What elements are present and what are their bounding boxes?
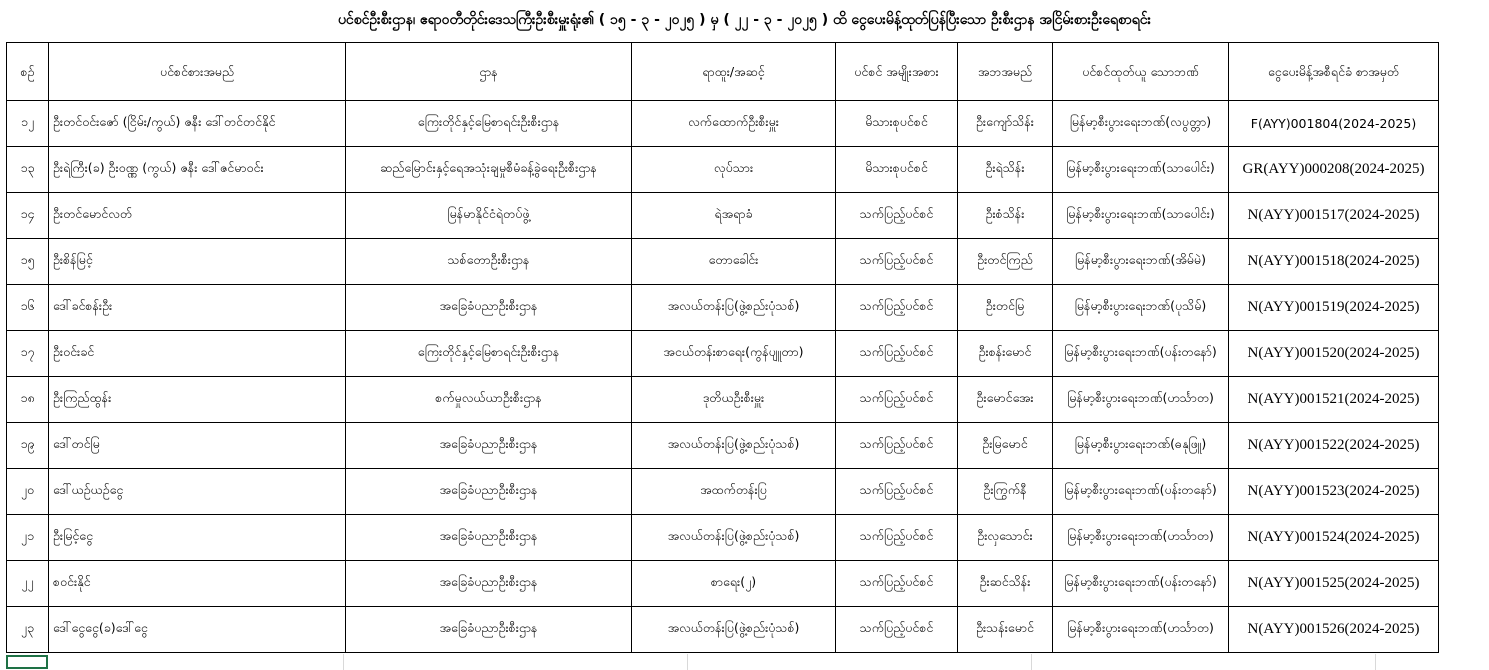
- row-name[interactable]: ဦးကြည်ထွန်း: [49, 377, 346, 423]
- row-rank[interactable]: ဒုတိယဦးစီးမှူး: [632, 377, 836, 423]
- row-dept[interactable]: ဆည်မြောင်းနှင့်ရေအသုံးချမှုစီမံခန့်ခွဲရေးဦးစီးဌာန: [346, 147, 632, 193]
- pension-table: [6, 42, 1439, 653]
- row-no[interactable]: ၁၆: [7, 285, 49, 331]
- row-treasury[interactable]: မြန်မာ့စီးပွားရေးဘဏ်(ပုသိမ်): [1053, 285, 1229, 331]
- table-row: [7, 285, 1439, 331]
- row-dept[interactable]: အခြေခံပညာဦးစီးဌာန: [346, 515, 632, 561]
- row-rank[interactable]: အလယ်တန်းပြ(ဖွဲ့စည်းပုံသစ်): [632, 423, 836, 469]
- selected-cell[interactable]: [6, 655, 48, 669]
- row-name[interactable]: ဦးဝင်းခင်: [49, 331, 346, 377]
- row-rank[interactable]: လက်ထောက်ဦးစီးမှူး: [632, 101, 836, 147]
- empty-grid-row: [0, 654, 1489, 670]
- row-dept[interactable]: စက်မှုလယ်ယာဦးစီးဌာန: [346, 377, 632, 423]
- table-row: [7, 101, 1439, 147]
- row-father[interactable]: ဦးသန်းမောင်: [958, 607, 1053, 653]
- row-dept[interactable]: ကြေးတိုင်နှင့်မြေစာရင်းဦးစီးဌာန: [346, 331, 632, 377]
- row-ref[interactable]: N(AYY)001521(2024-2025): [1229, 377, 1439, 423]
- row-father[interactable]: ဦးတင်မြ: [958, 285, 1053, 331]
- row-ref[interactable]: N(AYY)001517(2024-2025): [1229, 193, 1439, 239]
- header-no: စဉ်: [7, 43, 49, 101]
- row-father[interactable]: ဦးကြွက်နီ: [958, 469, 1053, 515]
- row-dept[interactable]: အခြေခံပညာဦးစီးဌာန: [346, 285, 632, 331]
- row-type[interactable]: မိသားစုပင်စင်: [836, 101, 958, 147]
- row-type[interactable]: သက်ပြည့်ပင်စင်: [836, 423, 958, 469]
- row-rank[interactable]: တောခေါင်း: [632, 239, 836, 285]
- row-name[interactable]: ဦးစိန်မြင့်: [49, 239, 346, 285]
- row-father[interactable]: ဦးဆင်သိန်း: [958, 561, 1053, 607]
- row-ref[interactable]: N(AYY)001519(2024-2025): [1229, 285, 1439, 331]
- row-rank[interactable]: အငယ်တန်းစာရေး(ကွန်ပျူတာ): [632, 331, 836, 377]
- row-ref[interactable]: N(AYY)001520(2024-2025): [1229, 331, 1439, 377]
- row-father[interactable]: ဦးစန်းမောင်: [958, 331, 1053, 377]
- row-type[interactable]: သက်ပြည့်ပင်စင်: [836, 331, 958, 377]
- row-ref[interactable]: N(AYY)001523(2024-2025): [1229, 469, 1439, 515]
- row-type[interactable]: သက်ပြည့်ပင်စင်: [836, 607, 958, 653]
- row-treasury[interactable]: မြန်မာ့စီးပွားရေးဘဏ်(ပန်းတနော်): [1053, 331, 1229, 377]
- table-row: [7, 515, 1439, 561]
- row-rank[interactable]: အလယ်တန်းပြ(ဖွဲ့စည်းပုံသစ်): [632, 285, 836, 331]
- row-treasury[interactable]: မြန်မာ့စီးပွားရေးဘဏ်(အိမ်မဲ): [1053, 239, 1229, 285]
- row-rank[interactable]: အလယ်တန်းပြ(ဖွဲ့စည်းပုံသစ်): [632, 515, 836, 561]
- row-father[interactable]: ဦးမောင်အေး: [958, 377, 1053, 423]
- table-row: [7, 561, 1439, 607]
- row-name[interactable]: ဒေါ်တင်မြ: [49, 423, 346, 469]
- row-name[interactable]: ဒေါ်ငွေငွေ(ခ)ဒေါ်ငွေ: [49, 607, 346, 653]
- row-rank[interactable]: လုပ်သား: [632, 147, 836, 193]
- row-treasury[interactable]: မြန်မာ့စီးပွားရေးဘဏ်(လပွတ္တာ): [1053, 101, 1229, 147]
- row-father[interactable]: ဦးလှသောင်း: [958, 515, 1053, 561]
- row-ref[interactable]: F(AYY)001804(2024-2025): [1229, 101, 1439, 147]
- row-dept[interactable]: ကြေးတိုင်နှင့်မြေစာရင်းဦးစီးဌာန: [346, 101, 632, 147]
- row-type[interactable]: သက်ပြည့်ပင်စင်: [836, 515, 958, 561]
- row-rank[interactable]: ရဲအရာခံ: [632, 193, 836, 239]
- row-father[interactable]: ဦးကျော်သိန်း: [958, 101, 1053, 147]
- row-no[interactable]: ၁၇: [7, 331, 49, 377]
- row-type[interactable]: သက်ပြည့်ပင်စင်: [836, 239, 958, 285]
- row-no[interactable]: ၁၄: [7, 193, 49, 239]
- row-rank[interactable]: အလယ်တန်းပြ(ဖွဲ့စည်းပုံသစ်): [632, 607, 836, 653]
- row-father[interactable]: ဦးရဲသိန်း: [958, 147, 1053, 193]
- row-no[interactable]: ၂၀: [7, 469, 49, 515]
- row-dept[interactable]: သစ်တောဦးစီးဌာန: [346, 239, 632, 285]
- row-no[interactable]: ၁၉: [7, 423, 49, 469]
- row-no[interactable]: ၂၁: [7, 515, 49, 561]
- row-rank[interactable]: အထက်တန်းပြ: [632, 469, 836, 515]
- header-treasury: ပင်စင်ထုတ်ယူ သောဘဏ်: [1053, 43, 1229, 101]
- row-treasury[interactable]: မြန်မာ့စီးပွားရေးဘဏ်(ဟင်္သာတ): [1053, 377, 1229, 423]
- row-no[interactable]: ၂၂: [7, 561, 49, 607]
- row-type[interactable]: သက်ပြည့်ပင်စင်: [836, 377, 958, 423]
- row-ref[interactable]: GR(AYY)000208(2024-2025): [1229, 147, 1439, 193]
- header-ref: ငွေပေးမိန့်အစီရင်ခံ စာအမှတ်: [1229, 43, 1439, 101]
- row-no[interactable]: ၁၅: [7, 239, 49, 285]
- row-treasury[interactable]: မြန်မာ့စီးပွားရေးဘဏ်(ပန်းတနော်): [1053, 561, 1229, 607]
- header-row: [7, 43, 1439, 101]
- row-type[interactable]: သက်ပြည့်ပင်စင်: [836, 469, 958, 515]
- row-name[interactable]: ဦးမြင့်ငွေ: [49, 515, 346, 561]
- row-treasury[interactable]: မြန်မာ့စီးပွားရေးဘဏ်(ပန်းတနော်): [1053, 469, 1229, 515]
- header-dept: ဌာန: [346, 43, 632, 101]
- table-row: [7, 331, 1439, 377]
- row-name[interactable]: ဦးတင်မောင်လတ်: [49, 193, 346, 239]
- row-type[interactable]: သက်ပြည့်ပင်စင်: [836, 561, 958, 607]
- table-row: [7, 423, 1439, 469]
- row-treasury[interactable]: မြန်မာ့စီးပွားရေးဘဏ်(သာပေါင်း): [1053, 147, 1229, 193]
- row-dept[interactable]: မြန်မာနိုင်ငံရဲတပ်ဖွဲ့: [346, 193, 632, 239]
- row-no[interactable]: ၁၃: [7, 147, 49, 193]
- row-treasury[interactable]: မြန်မာ့စီးပွားရေးဘဏ်(ဟင်္သာတ): [1053, 515, 1229, 561]
- table-row: [7, 377, 1439, 423]
- row-name[interactable]: ဦးရဲကြီး(ခ) ဦးဝဏ္ဏ (ကွယ်) ဇနီး ဒေါ်ဇင်မာဝင်း: [49, 147, 346, 193]
- row-dept[interactable]: အခြေခံပညာဦးစီးဌာန: [346, 607, 632, 653]
- row-no[interactable]: ၂၃: [7, 607, 49, 653]
- row-name[interactable]: ဒေါ်ခင်စန်းဦး: [49, 285, 346, 331]
- row-ref[interactable]: N(AYY)001522(2024-2025): [1229, 423, 1439, 469]
- header-type: ပင်စင် အမျိုးအစား: [836, 43, 958, 101]
- header-father: အဘအမည်: [958, 43, 1053, 101]
- table-row: [7, 239, 1439, 285]
- header-name: ပင်စင်စားအမည်: [49, 43, 346, 101]
- row-father[interactable]: ဦးမြမောင်: [958, 423, 1053, 469]
- row-name[interactable]: ဒေါ်ယဉ်ယဉ်ငွေ: [49, 469, 346, 515]
- table-row: [7, 193, 1439, 239]
- table-row: [7, 147, 1439, 193]
- row-dept[interactable]: အခြေခံပညာဦးစီးဌာန: [346, 423, 632, 469]
- row-dept[interactable]: အခြေခံပညာဦးစီးဌာန: [346, 561, 632, 607]
- row-type[interactable]: မိသားစုပင်စင်: [836, 147, 958, 193]
- row-type[interactable]: သက်ပြည့်ပင်စင်: [836, 285, 958, 331]
- table-row: [7, 607, 1439, 653]
- row-rank[interactable]: စာရေး(၂): [632, 561, 836, 607]
- row-no[interactable]: ၁၂: [7, 101, 49, 147]
- row-father[interactable]: ဦးစံသိန်း: [958, 193, 1053, 239]
- row-ref[interactable]: N(AYY)001524(2024-2025): [1229, 515, 1439, 561]
- row-ref[interactable]: N(AYY)001526(2024-2025): [1229, 607, 1439, 653]
- document-title: ပင်စင်ဦးစီးဌာန၊ ဧရာဝတီတိုင်းဒေသကြီးဦးစီးမှူးရုံး၏ ( ၁၅ - ၃ - ၂၀၂၅ ) မှ ( ၂၂ - ၃ - ၂၀၂၅ ) ထိ ငွေပေးမိန့်ထုတ်ပြန်ပြီးသော ဦးစီးဌာန အငြိမ်းစားဦးရေစာရင်း: [337, 11, 1152, 28]
- row-treasury[interactable]: မြန်မာ့စီးပွားရေးဘဏ်(ဟင်္သာတ): [1053, 607, 1229, 653]
- row-ref[interactable]: N(AYY)001525(2024-2025): [1229, 561, 1439, 607]
- row-type[interactable]: သက်ပြည့်ပင်စင်: [836, 193, 958, 239]
- row-dept[interactable]: အခြေခံပညာဦးစီးဌာန: [346, 469, 632, 515]
- row-treasury[interactable]: မြန်မာ့စီးပွားရေးဘဏ်(သာပေါင်း): [1053, 193, 1229, 239]
- row-ref[interactable]: N(AYY)001518(2024-2025): [1229, 239, 1439, 285]
- row-name[interactable]: စဝင်းနိုင်: [49, 561, 346, 607]
- header-rank: ရာထူး/အဆင့်: [632, 43, 836, 101]
- table-row: [7, 469, 1439, 515]
- row-name[interactable]: ဦးတင်ဝင်းဇော် (ငြိမ်း/ကွယ်) ဇနီး ဒေါ်တင်တင်နိုင်: [49, 101, 346, 147]
- row-no[interactable]: ၁၈: [7, 377, 49, 423]
- row-treasury[interactable]: မြန်မာ့စီးပွားရေးဘဏ်(ဓနုဖြူ): [1053, 423, 1229, 469]
- row-father[interactable]: ဦးတင်ကြည်: [958, 239, 1053, 285]
